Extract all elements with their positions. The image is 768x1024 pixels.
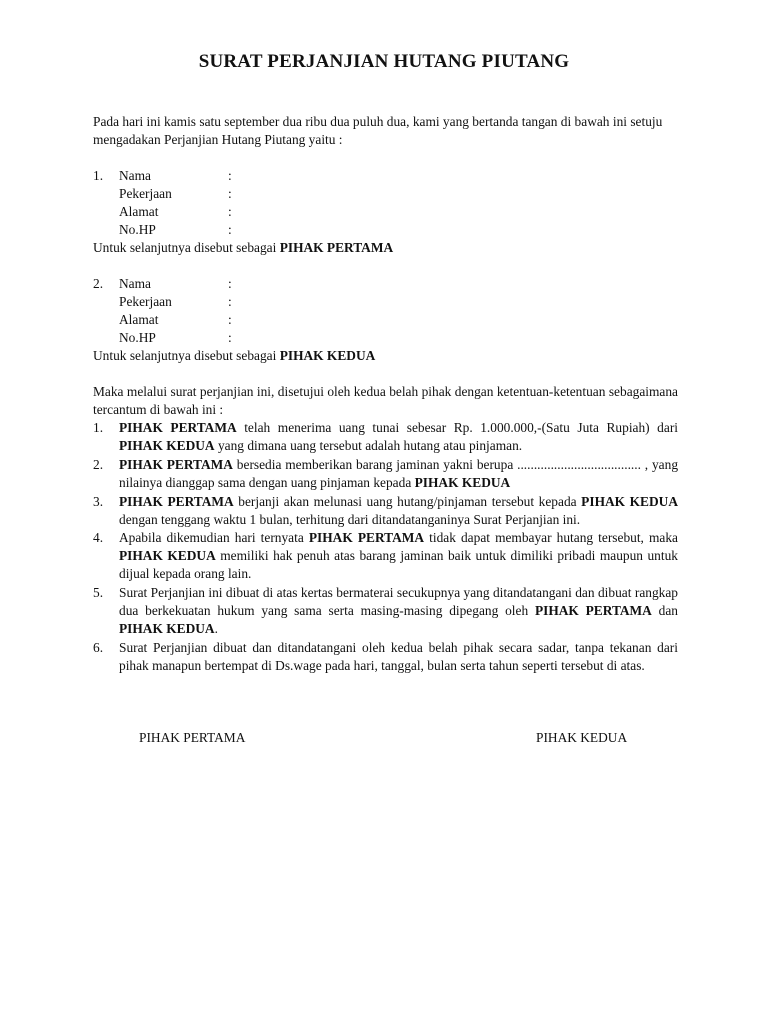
party-one-row-alamat <box>93 203 678 221</box>
term-text: yang dimana uang tersebut adalah hutang atau pinjaman. <box>214 438 523 453</box>
field-label-alamat: Alamat <box>119 312 159 327</box>
term-item-2 <box>93 456 678 492</box>
term-number: 1. <box>93 420 104 435</box>
term-text: bersedia memberikan barang jaminan yakni berupa ..................................... , yang nilainya dianggap sama dengan uang pinjaman kepada <box>119 456 679 490</box>
term-number: 2. <box>93 456 104 472</box>
field-colon: : <box>228 276 232 291</box>
party-two-block <box>93 275 678 365</box>
bold-party-name: PIHAK PERTAMA <box>119 420 237 435</box>
designation-party-name: PIHAK KEDUA <box>279 348 376 363</box>
bold-party-name: PIHAK PERTAMA <box>308 530 425 546</box>
term-number: 5. <box>93 585 104 601</box>
field-colon: : <box>228 222 232 237</box>
field-colon: : <box>228 312 232 327</box>
bold-party-name: PIHAK KEDUA <box>119 621 215 637</box>
bold-party-name: PIHAK PERTAMA <box>119 493 234 509</box>
field-colon: : <box>228 294 232 309</box>
terms-section <box>93 383 678 676</box>
party-one-block <box>93 167 678 257</box>
designation-party-name: PIHAK PERTAMA <box>279 240 394 255</box>
field-colon: : <box>228 204 232 219</box>
party-two-number: 2. <box>93 276 104 291</box>
party-two-row-alamat <box>93 311 678 329</box>
term-item-3 <box>93 493 678 529</box>
term-text: dan <box>651 603 678 619</box>
field-label-pekerjaan: Pekerjaan <box>119 186 172 201</box>
field-label-alamat: Alamat <box>119 204 159 219</box>
term-text: tidak dapat membayar hutang tersebut, maka <box>424 530 678 546</box>
term-text: memiliki hak penuh atas barang jaminan baik untuk dimiliki pribadi maupun untuk dijual kepada orang lain. <box>119 548 678 582</box>
field-colon: : <box>228 186 232 201</box>
term-number: 3. <box>93 493 104 509</box>
party-one-row-nama <box>93 167 678 185</box>
designation-text: Untuk selanjutnya disebut sebagai <box>93 240 280 255</box>
bold-party-name: PIHAK KEDUA <box>119 548 216 564</box>
term-text: dengan tenggang waktu 1 bulan, terhitung dari ditandatanganinya Surat Perjanjian ini. <box>119 511 581 527</box>
term-text: telah menerima uang tunai sebesar Rp. 1.000.000,-(Satu Juta Rupiah) dari <box>236 420 679 435</box>
field-colon: : <box>228 168 232 183</box>
document-title: SURAT PERJANJIAN HUTANG PIUTANG <box>198 51 570 72</box>
designation-text: Untuk selanjutnya disebut sebagai <box>93 348 280 363</box>
party-one-row-nohp <box>93 221 678 239</box>
term-text: berjanji akan melunasi uang hutang/pinjaman tersebut kepada <box>233 493 582 509</box>
field-colon: : <box>228 330 232 345</box>
party-two-row-nohp <box>93 329 678 347</box>
term-number: 6. <box>93 639 104 655</box>
bold-party-name: PIHAK KEDUA <box>581 493 678 509</box>
field-label-nohp: No.HP <box>119 330 156 345</box>
field-label-nama: Nama <box>119 276 151 291</box>
term-item-6 <box>93 639 678 675</box>
party-one-designation <box>93 239 678 257</box>
signature-label-pihak-kedua: PIHAK KEDUA <box>536 730 628 745</box>
party-one-number: 1. <box>93 168 104 183</box>
bold-party-name: PIHAK KEDUA <box>414 474 511 490</box>
field-label-nama: Nama <box>119 168 151 183</box>
party-two-designation <box>93 347 678 365</box>
field-label-nohp: No.HP <box>119 222 156 237</box>
party-two-row-nama <box>93 275 678 293</box>
party-two-row-pekerjaan <box>93 293 678 311</box>
term-number: 4. <box>93 530 104 546</box>
term-item-5 <box>93 584 678 638</box>
term-text: . <box>214 621 218 637</box>
terms-lead-paragraph: Maka melalui surat perjanjian ini, disetujui oleh kedua belah pihak dengan ketentuan-ketentuan sebagaimana tercantum di bawah ini : <box>93 384 678 417</box>
term-text: Surat Perjanjian dibuat dan ditandatangani oleh kedua belah pihak secara sadar, tanpa tekanan dari pihak manapun bertempat di Ds.wage pada hari, tanggal, bulan serta tahun seperti tersebut di atas. <box>119 639 678 673</box>
term-item-1 <box>93 419 678 455</box>
bold-party-name: PIHAK PERTAMA <box>534 603 652 619</box>
bold-party-name: PIHAK KEDUA <box>119 438 215 453</box>
bold-party-name: PIHAK PERTAMA <box>119 456 233 472</box>
term-item-4 <box>93 529 678 583</box>
signature-label-pihak-pertama: PIHAK PERTAMA <box>139 730 246 745</box>
party-one-row-pekerjaan <box>93 185 678 203</box>
terms-list <box>93 419 678 675</box>
intro-paragraph: Pada hari ini kamis satu september dua ribu dua puluh dua, kami yang bertanda tangan di bawah ini setuju mengadakan Perjanjian Hutang Piutang yaitu : <box>93 114 663 147</box>
field-label-pekerjaan: Pekerjaan <box>119 294 172 309</box>
term-text: Apabila dikemudian hari ternyata <box>119 530 309 546</box>
term-text: Surat Perjanjian ini dibuat di atas kertas bermaterai secukupnya yang ditandatangani dan dibuat rangkap dua berkekuatan hukum yang sama serta masing-masing dipegang oleh <box>119 585 678 619</box>
